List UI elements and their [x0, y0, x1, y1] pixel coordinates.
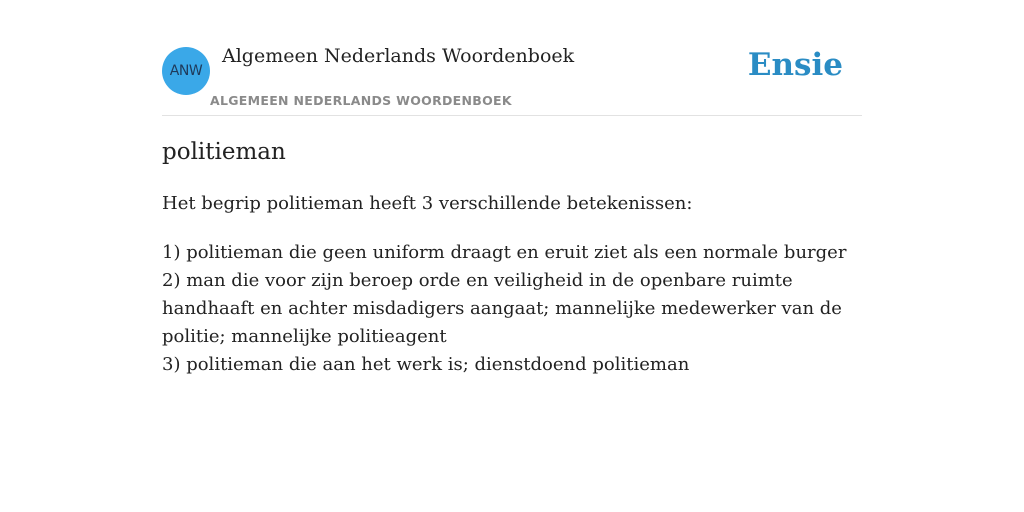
meaning-item: 3) politieman die aan het werk is; dienstdoend politieman — [162, 354, 690, 375]
anw-logo[interactable] — [162, 47, 210, 95]
definition-card — [162, 0, 862, 512]
entry-word: politieman — [162, 139, 286, 165]
anw-logo-text: ANW — [169, 63, 203, 79]
meaning-item: 1) politieman die geen uniform draagt en eruit ziet als een normale burger — [162, 242, 847, 263]
meaning-item: 2) man die voor zijn beroep orde en veiligheid in de openbare ruimte handhaaft en achter misdadigers aangaat; mannelijke medewerker van de politie; mannelijke politieagent — [162, 270, 842, 347]
source-subtitle: ALGEMEEN NEDERLANDS WOORDENBOEK — [210, 93, 512, 108]
entry-intro: Het begrip politieman heeft 3 verschillende betekenissen: — [162, 193, 693, 214]
source-title[interactable]: Algemeen Nederlands Woordenboek — [222, 45, 575, 67]
meanings-list — [162, 239, 862, 379]
ensie-brand-link[interactable]: Ensie — [747, 47, 843, 83]
source-header — [162, 0, 862, 116]
